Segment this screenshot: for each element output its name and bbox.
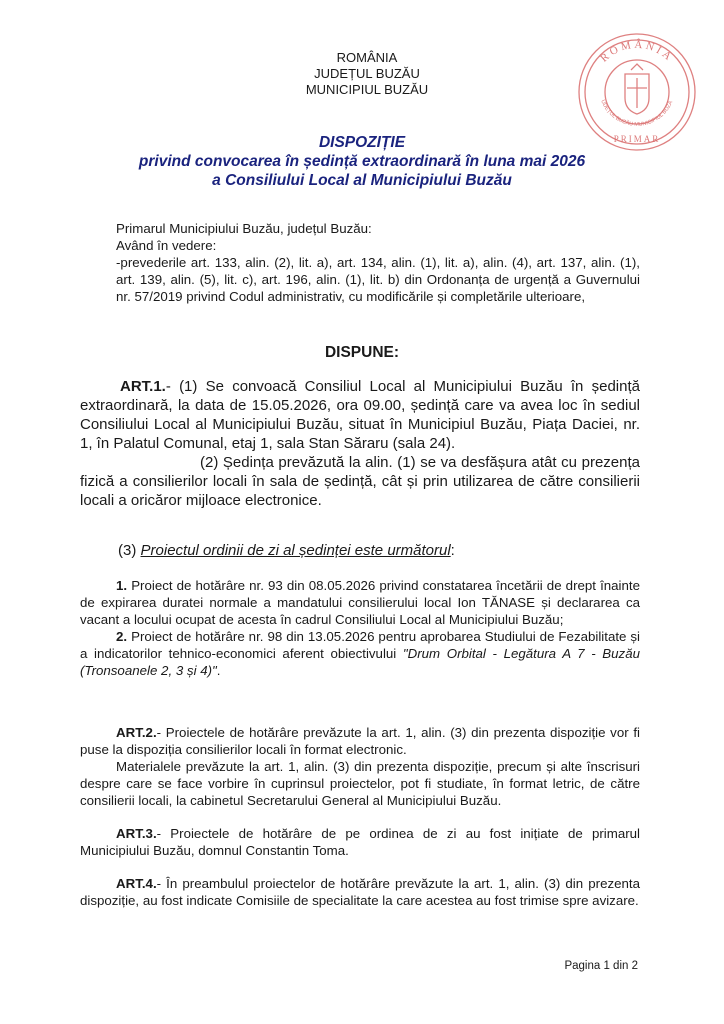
art3-paragraph xyxy=(80,825,640,859)
articles-2-4 xyxy=(80,724,640,909)
agenda-item xyxy=(80,628,640,679)
agenda-item-text: Proiect de hotărâre nr. 93 din 08.05.2026 privind constatarea încetării de drept înainte de expirarea duratei normale a mandatului consilierului local Ion TĂNASE și declararea ca vacant a locului ocupat de acesta în cadrul Consiliului Local al Municipiului Buzău; xyxy=(80,578,640,627)
page-number: Pagina 1 din 2 xyxy=(564,960,638,972)
title-subject-line1: privind convocarea în ședință extraordinară în luna mai 2026 xyxy=(138,153,586,170)
art1-paragraph-1: - (1) Se convoacă Consiliul Local al Municipiului Buzău în ședință extraordinară, la data de 15.05.2026, ora 09.00, ședință care va avea loc în sediul Consiliului Local al Municipiului Buzău, situat în Municipiul Buzău, Piața Daciei, nr. 1, în Palatul Comunal, etaj 1, sala Stan Săraru (sala 24). xyxy=(80,378,640,452)
art2-paragraph-1 xyxy=(80,724,640,758)
art1-paragraph-2: (2) Ședința prevăzută la alin. (1) se va desfășura atât cu prezența fizică a consilierilor locali în sala de ședință, cât și prin utilizarea de către consilierii locali a oricăror mijloace electronice. xyxy=(80,454,640,509)
svg-text:ROMÂNIA xyxy=(598,39,676,65)
agenda-title: Proiectul ordinii de zi al ședinței este următorul xyxy=(140,542,451,559)
agenda-item-end: . xyxy=(216,663,221,678)
agenda-colon: : xyxy=(450,542,455,559)
agenda-item xyxy=(80,577,640,628)
agenda-items xyxy=(80,577,640,679)
seal-top-text: ROMÂNIA xyxy=(598,38,676,65)
intro-considering: Având în vedere: xyxy=(116,238,217,253)
agenda-item-number: 2. xyxy=(116,629,128,644)
seal-middle-text: UDEȚUL BUZĂU MUNICIPIUL BUZĂ xyxy=(599,99,675,128)
art4-paragraph xyxy=(80,875,640,909)
art2-label: ART.2. xyxy=(116,725,157,740)
art2-text: - Proiectele de hotărâre prevăzute la art. 1, alin. (3) din prezenta dispoziție vor fi puse la dispoziția consilierilor locali în format electronic. xyxy=(80,725,640,757)
agenda-item-objective: "Drum Orbital - Legătura A 7 - Buzău (Tronsoanele 2, 3 și 4)" xyxy=(80,646,640,678)
art1-label: ART.1. xyxy=(120,378,166,395)
agenda-number: (3) xyxy=(118,542,137,559)
title-subject-line2: a Consiliului Local al Municipiului Buzău xyxy=(212,172,512,189)
art2-paragraph-2: Materialele prevăzute la art. 1, alin. (3) din prezenta dispoziție, precum și alte înscrisuri despre care se face vorbire în cuprinsul proiectelor, pot fi studiate, în format letric, de către consilierii locali, la cabinetul Secretarului General al Municipiului Buzău. xyxy=(80,759,640,808)
article-1 xyxy=(80,377,640,510)
intro-section xyxy=(80,220,640,305)
agenda-heading xyxy=(118,542,455,559)
title-dispozitie: DISPOZIȚIE xyxy=(318,134,406,151)
art3-label: ART.3. xyxy=(116,826,157,841)
header-county: JUDEȚUL BUZĂU xyxy=(314,66,420,81)
agenda-item-number: 1. xyxy=(116,578,128,593)
header-municipality: MUNICIPIUL BUZĂU xyxy=(305,82,429,97)
intro-legal-basis: -prevederile art. 133, alin. (2), lit. a), art. 134, alin. (1), lit. a), alin. (4), art. 137, alin. (1), art. 139, alin. (5), lit. c), art. 196, alin. (1), lit. b) din Ordonanța de urgență a Guvernului nr. 57/2019 privind Codul administrativ, cu modificările și completările ulterioare, xyxy=(116,255,640,304)
agenda-item-text: Proiect de hotărâre nr. 98 din 13.05.2026 pentru aprobarea Studiului de Fezabilitate și a indicatorilor tehnico-economici aferent obiectivului xyxy=(80,629,641,661)
dispune-heading: DISPUNE: xyxy=(324,344,400,361)
art4-text: - În preambulul proiectelor de hotărâre prevăzute la art. 1, alin. (3) din prezenta dispoziție, au fost indicate Comisiile de specialitate la care acestea au fost trimise spre avizare. xyxy=(80,876,640,908)
art4-label: ART.4. xyxy=(116,876,157,891)
art3-text: - Proiectele de hotărâre de pe ordinea de zi au fost inițiate de primarul Municipiului Buzău, domnul Constantin Toma. xyxy=(80,826,640,858)
document-title xyxy=(0,133,724,190)
header-country: ROMÂNIA xyxy=(336,50,398,65)
seal-bottom-text: PRIMAR xyxy=(613,134,661,144)
intro-mayor: Primarul Municipiului Buzău, județul Buzău: xyxy=(116,221,372,236)
